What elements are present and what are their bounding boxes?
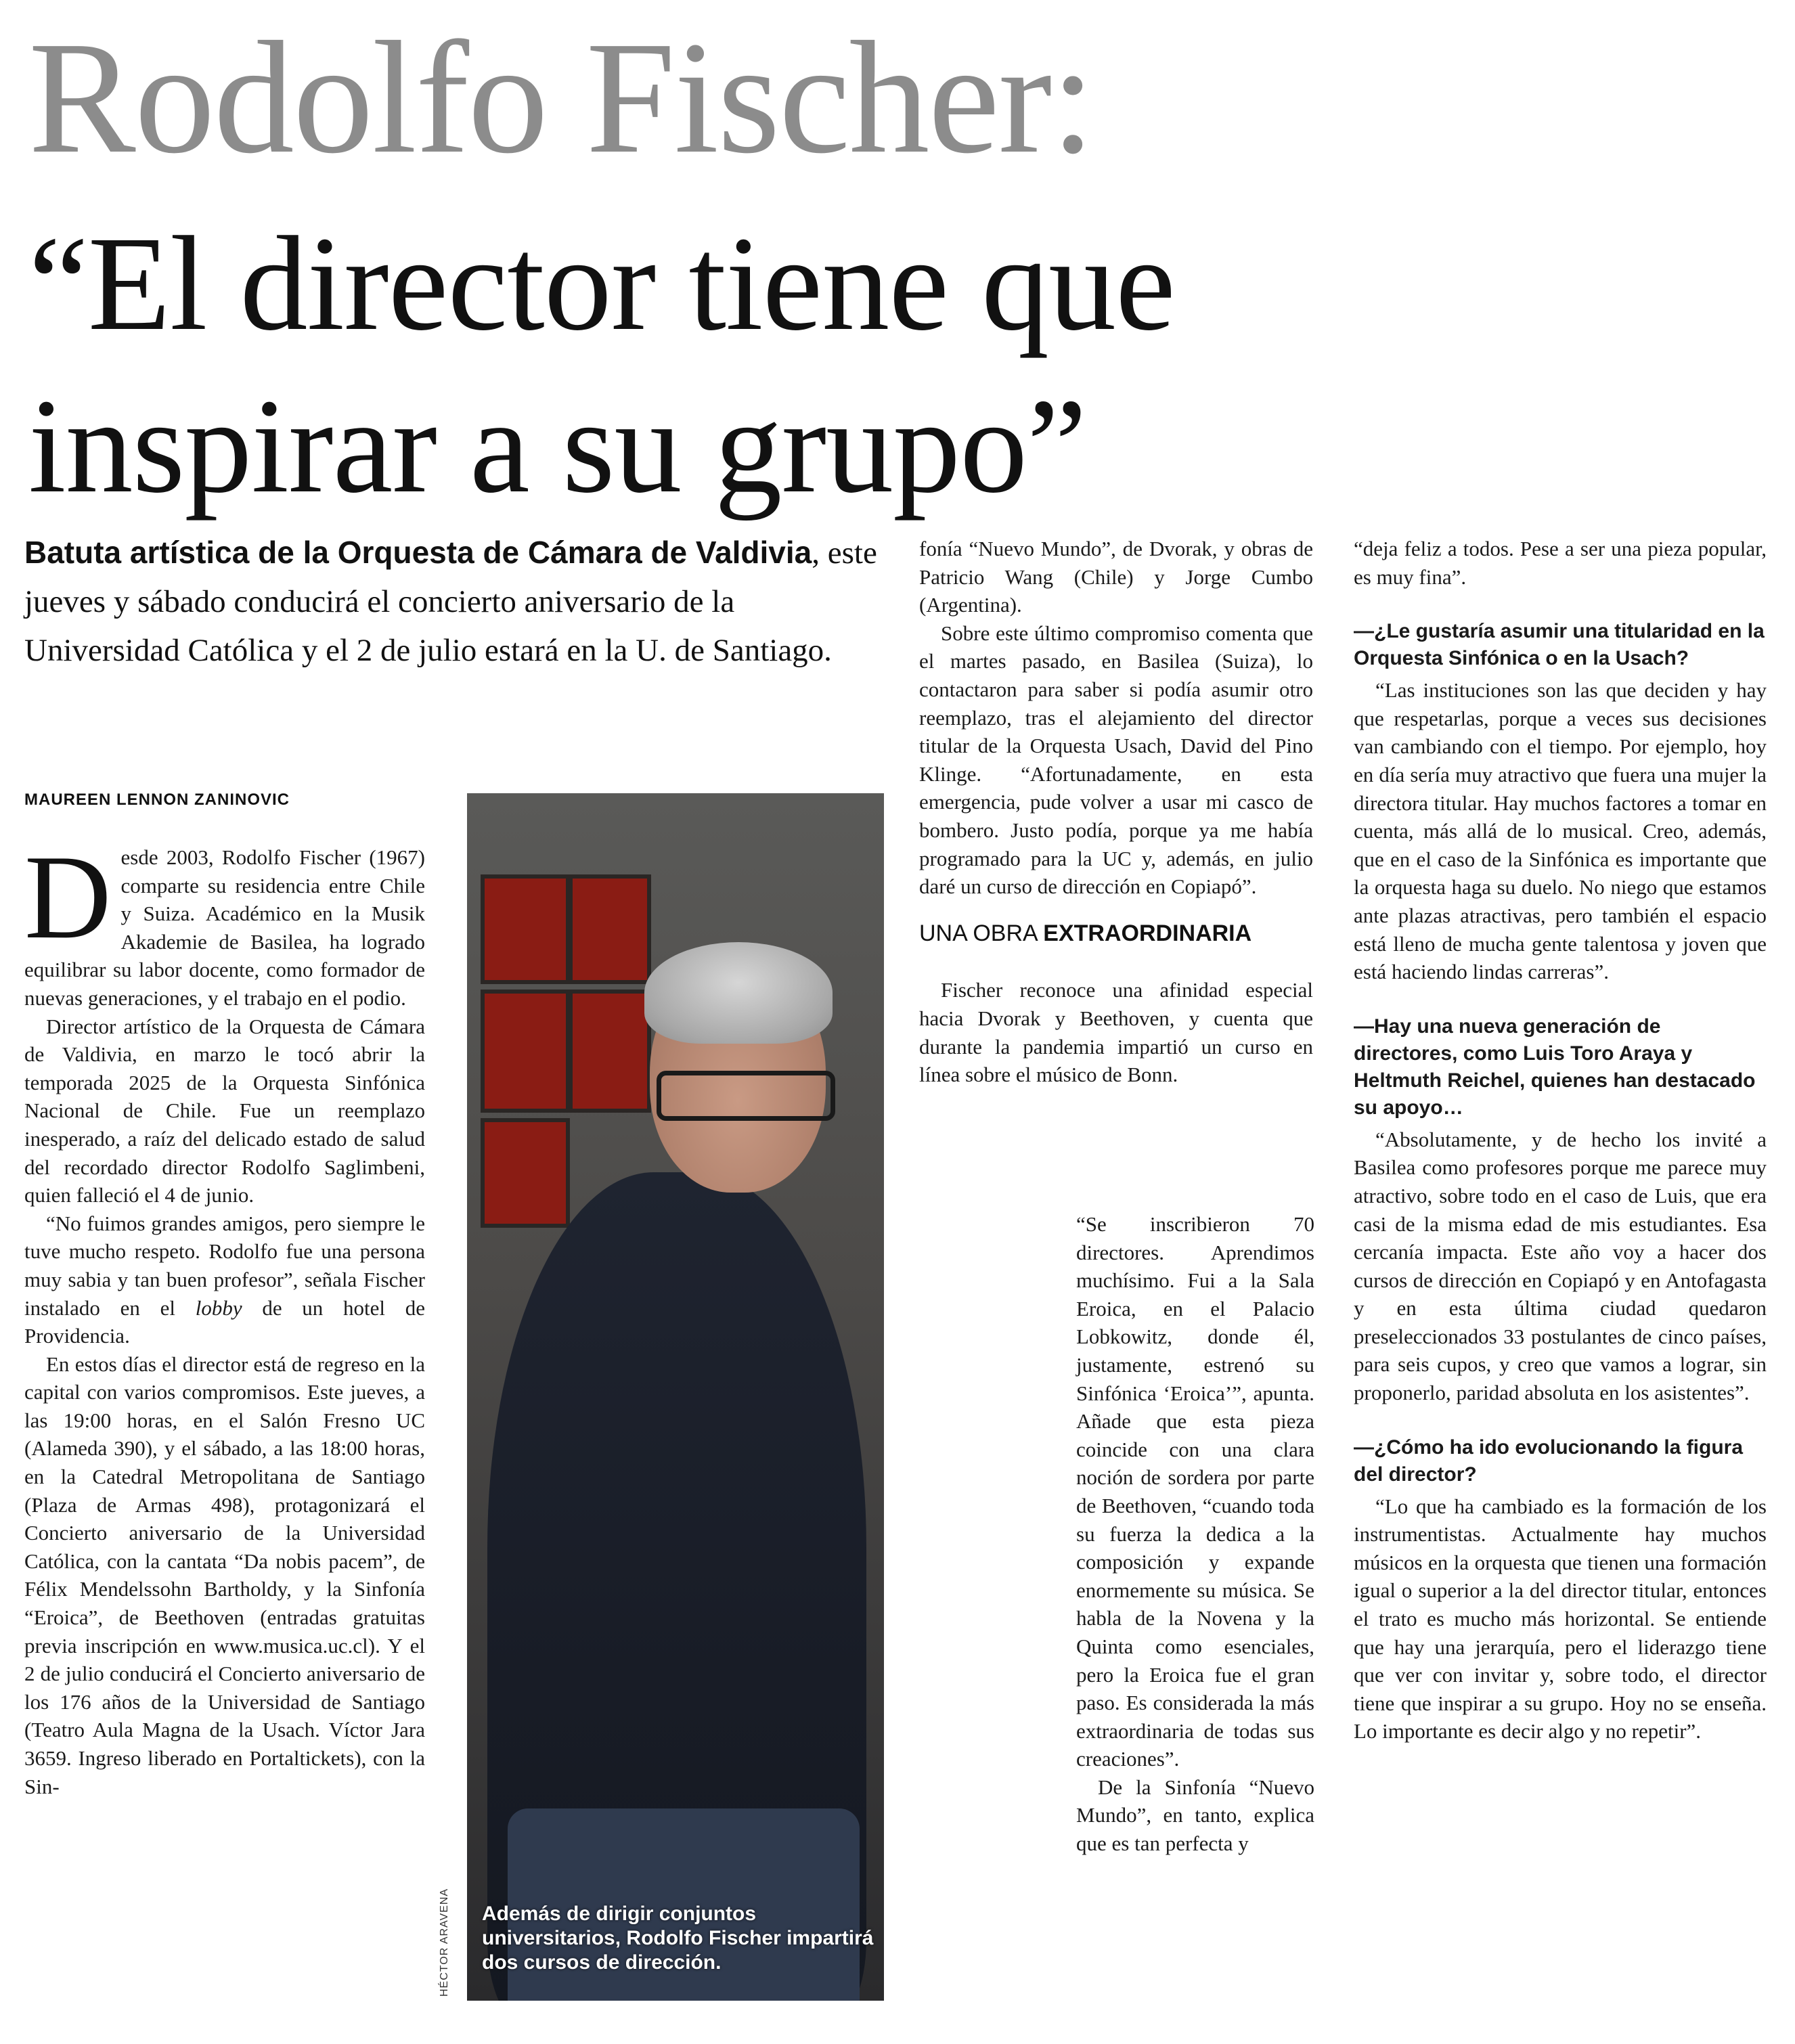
interview-answer-3: “Lo que ha cambiado es la formación de los instrumentistas. Actualmente hay muchos músicos en la orquesta que tienen una formación igual o superior a la del director titular, entonces el trato es mucho más horizontal. Se entiende que hay una jerarquía, pero el liderazgo tiene que ver con invitar y, sobre todo, el director tiene que inspirar a su grupo. Hoy no se enseña. Lo importante es decir algo y no repetir”. xyxy=(1354,1494,1767,1743)
headline-quote: “El director tiene que inspirar a su grupo” xyxy=(28,209,1175,521)
interview-question-3: —¿Cómo ha ido evolucionando la figura del director? xyxy=(1354,1436,1744,1486)
glasses xyxy=(657,1071,835,1121)
lead-paragraph xyxy=(24,528,877,675)
col1-p3b: de un hotel de Providencia. xyxy=(24,1295,425,1348)
column-3 xyxy=(1354,535,1767,1746)
section-subhead xyxy=(919,920,1313,948)
hair xyxy=(644,942,833,1044)
column-2 xyxy=(919,535,1313,1089)
headline-name: Rodolfo Fischer: xyxy=(28,9,1094,187)
background-window xyxy=(481,1118,570,1228)
interview-question-2: —Hay una nueva generación de directores, como Luis Toro Araya y Heltmuth Reichel, quienes han destacado su apoyo… xyxy=(1354,1015,1756,1119)
col2-paragraph-5: De la Sinfonía “Nuevo Mundo”, en tanto, explica que es tan perfecta y xyxy=(1076,1775,1314,1856)
photo-credit: HÉCTOR ARAVENA xyxy=(439,1888,450,1997)
background-window xyxy=(569,990,651,1113)
portrait-photo xyxy=(467,793,884,2001)
byline: MAUREEN LENNON ZANINOVIC xyxy=(24,791,290,809)
interview-answer-1: “Las instituciones son las que deciden y hay que respetarlas, porque a veces sus decisiones van cambiando con el tiempo. Por ejemplo, hoy en día sería muy atractivo que fuera una mujer la directora titular. Hay muchos factores a tomar en cuenta, más allá de lo musical. Creo, además, que en el caso de la Sinfónica es importante que la orquesta haga su duelo. No niego que estamos ante plazas atractivas, pero también el espacio está lleno de mucha gente talentosa y joven que está haciendo lindas carreras”. xyxy=(1354,678,1767,984)
col1-paragraph-1 xyxy=(24,830,425,1013)
column-1 xyxy=(24,830,425,1800)
col1-p3-italic: lobby xyxy=(195,1295,242,1320)
col2-paragraph-3: Fischer reconoce una afinidad especial hacia Dvorak y Beethoven, y cuenta que durante la pandemia impartió un curso en línea sobre el músico de Bonn. xyxy=(919,978,1313,1087)
background-window xyxy=(569,874,651,984)
interview-question-1: —¿Le gustaría asumir una titularidad en la Orquesta Sinfónica o en la Usach? xyxy=(1354,620,1765,670)
col1-p1-text: esde 2003, Rodolfo Fischer (1967) comparte su residencia entre Chile y Suiza. Académico en la Musik Akademie de Basilea, ha logrado equilibrar su labor docente, como formador de nuevas generaciones, y el trabajo en el podio. xyxy=(24,845,425,1010)
background-window xyxy=(481,874,570,984)
subhead-bold: EXTRAORDINARIA xyxy=(1043,920,1252,946)
col2-paragraph-2: Sobre este último compromiso comenta que el martes pasado, en Basilea (Suiza), lo contactaron para saber si podía asumir otro reemplazo, tras el alejamiento del director titular de la Orquesta Usach, David del Pino Klinge. “Afortunadamente, en esta emergencia, pude volver a usar mi casco de bombero. Justo podía, porque ya me había programado para la UC y, además, en julio daré un curso de dirección en Copiapó”. xyxy=(919,621,1313,899)
drop-cap: D xyxy=(24,830,112,964)
col1-p3a: “No fuimos grandes amigos, pero siempre le tuve mucho respeto. Rodolfo fue una persona muy sabia y tan buen profesor”, señala Fischer instalado en el xyxy=(24,1211,425,1320)
col2-paragraph-1: fonía “Nuevo Mundo”, de Dvorak, y obras de Patricio Wang (Chile) y Jorge Cumbo (Argentina). xyxy=(919,537,1313,617)
col1-paragraph-2: Director artístico de la Orquesta de Cámara de Valdivia, en marzo le tocó abrir la temporada 2025 de la Orquesta Sinfónica Nacional de Chile. Fue un reemplazo inesperado, a raíz del delicado estado de salud del recordado director Rodolfo Saglimbeni, quien falleció el 4 de junio. xyxy=(24,1014,425,1207)
col3-paragraph-1: “deja feliz a todos. Pese a ser una pieza popular, es muy fina”. xyxy=(1354,537,1767,589)
column-2-narrow xyxy=(1076,1210,1314,1858)
photo-caption: Además de dirigir conjuntos universitarios, Rodolfo Fischer impartirá dos cursos de dirección. xyxy=(482,1903,874,1974)
col1-paragraph-3 xyxy=(24,1209,425,1350)
col1-paragraph-4: En estos días el director está de regreso en la capital con varios compromisos. Este jueves, a las 19:00 horas, en el Salón Fresno UC (Alameda 390), y el sábado, a las 18:00 horas, en la Catedral Metropolitana de Santiago (Plaza de Armas 498), protagonizará el Concierto aniversario de la Universidad Católica, con la cantata “Da nobis pacem”, de Félix Mendelssohn Bartholdy, y la Sinfonía “Eroica”, de Beethoven (entradas gratuitas previa inscripción en www.musica.uc.cl). Y el 2 de julio conducirá el Concierto aniversario de los 176 años de la Universidad de Santiago (Teatro Aula Magna de la Usach. Víctor Jara 3659. Ingreso liberado en Portaltickets), con la Sin- xyxy=(24,1352,425,1798)
col2-paragraph-4: “Se inscribieron 70 directores. Aprendimos muchísimo. Fui a la Sala Eroica, en el Palacio Lobkowitz, donde él, justamente, estrenó su Sinfónica ‘Eroica’”, apunta. Añade que esta pieza coincide con una clara noción de sordera por parte de Beethoven, “cuando toda su fuerza la dedica a la composición y expande enormemente su música. Se habla de la Novena y la Quinta como esenciales, pero la Eroica fue el gran paso. Es considerada la más extraordinaria de todas sus creaciones”. xyxy=(1076,1212,1314,1771)
background-window xyxy=(481,990,570,1113)
lead-rest: , este jueves y sábado conducirá el concierto aniversario de la Universidad Católica y el 2 de julio estará en la U. de Santiago. xyxy=(24,535,877,668)
lead-bold: Batuta artística de la Orquesta de Cámara de Valdivia xyxy=(24,535,812,570)
subhead-light: UNA OBRA xyxy=(919,920,1044,946)
interview-answer-2: “Absolutamente, y de hecho los invité a Basilea como profesores porque me parece muy atractivo, sobre todo en el caso de Luis, que era casi de la misma edad de mis estudiantes. Esa cercanía impacta. Este año voy a hacer dos cursos de dirección en Copiapó y en Antofagasta y en esta última ciudad quedaron preseleccionados 33 postulantes de cinco países, para seis cupos, y creo que vamos a lograr, sin proponerlo, paridad absoluta en los asistentes”. xyxy=(1354,1127,1767,1405)
